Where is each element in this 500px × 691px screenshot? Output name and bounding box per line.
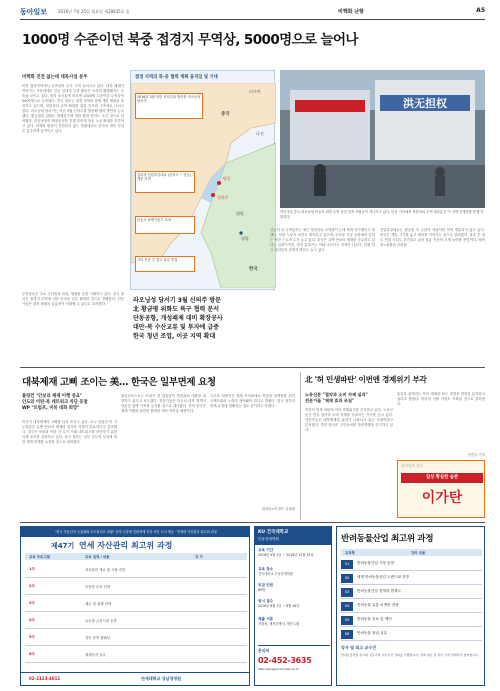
ad-yonsei-edition: 제47기 <box>51 542 75 550</box>
map-callout-1 <box>135 93 203 119</box>
map-label-china: 중국 <box>221 112 230 117</box>
map-label-wiwon: 위원 <box>236 211 244 216</box>
ad-yonsei-phone[interactable]: 02-2123-4011 <box>29 676 61 681</box>
mid-left-body-1: 미국이 대북제재의 고삐를 더욱 조이고 있다. 토니 블링컨 미 국무장관은 유엔 안보리 제재의 철저한 이행이 중요하다고 강조했다. 미국은 북한과 이란 간 무기 거래 네트워크를 차단하기 위한 국제 공조를 강화하고 있다. 한국 정부는 일부 인도적 사업에 대한 제재 면제를 요청한 것으로 알려졌다. <box>22 420 117 444</box>
ad-pet-row-num: 03 <box>341 588 353 597</box>
table-cell: 상속 증여 플래닝 <box>85 636 111 640</box>
mid-left-subhead: 블링컨 "안보리 제재 이행 중요" 인도의 이란·북 네트워크 차단 동참 WP "트럼프, 미북 대화 희망" <box>22 394 88 411</box>
ad-konkuk-section-text: 지원서, 재직증명서, 명함 1매 <box>258 622 299 626</box>
ad-pet-table-head <box>341 549 482 556</box>
mid-right-byline: 신진우 기자 <box>467 453 485 457</box>
ad-pet-row-text: 반려동물산업 시장 동향 <box>357 561 394 565</box>
map-callout-3 <box>135 216 195 234</box>
masthead-rule <box>20 19 485 20</box>
map-callout-4-text: 기타 북중 간 철도 상호 연결 <box>137 258 178 262</box>
map-graphic <box>130 70 275 290</box>
masthead <box>20 6 485 20</box>
top-body-col2 <box>22 222 124 290</box>
table-cell: 4주 <box>29 618 35 622</box>
ad-yonsei-school: 연세대학교 상남경영원 <box>141 676 182 681</box>
table-cell: 6주 <box>29 652 35 656</box>
ad-pet-row-text: 반려동물 유통 마케팅 전략 <box>357 603 399 607</box>
map-label-sinuiju: 신의주 <box>217 195 229 200</box>
map-label-pyongyang: 평양 <box>241 236 249 241</box>
ad-konkuk[interactable] <box>254 526 332 686</box>
ad-pet-row-num: 06 <box>341 630 353 639</box>
ad-konkuk-school-sub: 부동산대학원 <box>258 537 279 541</box>
ad-yonsei-table <box>25 562 247 667</box>
section-divider-1 <box>20 367 485 368</box>
pullquote: 라오닝성 당서기 3월 신의주 방문 北 황금평 위화도 특구 협력 문서 단동공항, 개성패제 대비 확장공사 대만·북 수산교류 및 투자에 급증 한국 청년 조업, 이곳 지역 확대 <box>133 297 223 340</box>
map-callout-1-text: 2016년 3월 북한 신의주를 방문한 라오닝성 당서기 <box>137 95 201 104</box>
ad-pet-row-text: 세계 반려동물산업 트렌드와 전망 <box>357 575 410 579</box>
mid-left-headline: 대북제재 고삐 조이는 美… 한국은 일부면제 요청 <box>22 377 216 388</box>
ad-pet-row-num: 05 <box>341 616 353 625</box>
table-row <box>25 647 247 663</box>
table-cell: 1주 <box>29 567 35 571</box>
ad-yonsei-footer <box>21 672 249 686</box>
top-body-col4: 단둥의 한 무역업자는 최근 북한과의 교역량이 눈에 띄게 증가했다고 말했다. 북한 노동자 파견도 계속되고 있으며, 수산물 가공 공장에서 일하는 북한 근로자 수가 늘고 있다. 중국은 유엔 안보리 제재를 준수하고 있다는 입장이지만, 현지 분위기는 이와 다르다는 지적이 나온다. 한편 한국 청년들의 접경지 방문도 늘고 있다. <box>270 228 375 252</box>
ad-pet-title: 반려동물산업 최고위 과정 <box>341 534 434 544</box>
ad-konkuk-section-3 <box>258 583 330 597</box>
ad-pet-row <box>341 614 482 627</box>
ad-yonsei-table-head <box>25 553 247 560</box>
ad-konkuk-section-1 <box>258 548 330 566</box>
news-photo <box>280 70 485 208</box>
ad-konkuk-section-5 <box>258 617 330 633</box>
map-callout-3-text: 단둥시 보세가공구 조성 <box>137 218 171 222</box>
ad-konkuk-website[interactable]: http://sangsink.konkuk.ac.kr <box>258 667 299 671</box>
ad-konkuk-section-4 <box>258 599 330 615</box>
ad-yonsei-col-1: 교육 프로그램 <box>29 555 50 559</box>
ad-pet-col-2: 강의 내용 <box>411 551 426 555</box>
table-cell: 자산관리 개요 및 시장 전망 <box>85 568 126 572</box>
section-label: 비핵화 난항 <box>338 9 364 15</box>
ad-konkuk-section-text: 2016년 9월 1일 ~ 2016년 12월 15일 <box>258 553 314 557</box>
table-row <box>25 613 247 629</box>
table-row <box>25 562 247 578</box>
ad-konkuk-inquiry-label: 문의처 <box>258 648 270 653</box>
table-row <box>25 596 247 612</box>
ad-konkuk-section-title: 모집 인원 <box>258 583 274 587</box>
inner-ad-tagline <box>401 473 483 483</box>
ad-konkuk-section-title: 제출 서류 <box>258 617 274 621</box>
table-row <box>25 630 247 646</box>
ad-konkuk-school: KU 건국대학교 <box>258 530 289 535</box>
newspaper-logo: 동아일보 <box>20 7 48 16</box>
ad-pet-row-num: 04 <box>341 602 353 611</box>
ad-konkuk-section-text: 건국대학교 부동산대학원 <box>258 572 293 576</box>
table-cell: 대체투자 실무 <box>85 653 106 657</box>
map-title: 접경 지역의 북-중 협력 계획 움직임 및 기대 <box>135 75 218 80</box>
mid-left-body-3: 국무부 대변인은 정례 브리핑에서 북한의 비핵화를 위한 국제사회의 노력이 계속돼야 한다고 밝혔다. 한국 정부의 면제 요청에 대해서는 검토 중이라고 말했다. <box>210 394 295 408</box>
ad-pet-row-num: 02 <box>341 574 353 583</box>
map-label-russia: 러시아 <box>249 89 261 94</box>
ad-konkuk-section-text: 2016년 8월 1일 ~ 8월 26일 <box>258 604 300 608</box>
inner-ad-title: 이가탄 <box>421 490 463 506</box>
ad-pet-faculty-list: 반려동물산업 분야의 전문가와 교수진이 강의를 진행합니다. 업계 대표 및 관련 기관 관계자가 참여합니다. <box>341 653 479 657</box>
ad-pet-col-1: 교과목 <box>345 551 355 555</box>
ad-pet-row-text: 반려동물산업 정책과 법제도 <box>357 589 401 593</box>
mid-right-subhead: 노동신문 "절약과 소비 자제 실리" 전문가들 "제재 효과 조짐" <box>305 392 368 403</box>
table-cell: 글로벌 금융시장 동향 <box>85 619 117 623</box>
map-label-naseon: 나선 <box>256 131 264 136</box>
ad-konkuk-section-2 <box>258 567 330 581</box>
ad-yonsei-banner: "한국 부동산의 금융화와 포트폴리오 현황" 강의 수강생 전원에게 저자 사인 도서 제공 · 연세대 자산관리 최고위 과정 <box>21 527 250 537</box>
ad-yonsei-col-2: 교육 일정 / 내용 <box>85 555 110 559</box>
map-label-korea: 한국 <box>249 267 258 272</box>
mid-left-byline: 워싱턴=이정은 특파원 <box>261 507 295 511</box>
top-body-col3: 무역상들은 주로 수산물과 의류, 생필품 등을 거래하고 있다. 중국 당국은 접경지 무역에 대한 단속을 일부 완화한 것으로 전해졌다. 전문가들은 대북 제재의 실효성이 약화될 수 있다고 우려했다. <box>22 292 124 306</box>
table-cell: 3주 <box>29 601 35 605</box>
ad-konkuk-section-title: 원서 접수 <box>258 599 274 603</box>
photo-caption: 지난 5일 중국 랴오닝성 단둥의 대북 무역 상점 앞을 사람들이 지나가고 있다. 단둥 거리에서 북한과의 무역 대부분은 이 지역 중개상을 통해 이뤄진다. <box>280 210 484 219</box>
ad-konkuk-header <box>255 527 332 545</box>
top-body-col5: 신압록강대교는 완공된 지 수년이 지났지만 아직 개통되지 않고 있다. 양국은 개통 시기를 놓고 협의를 이어가는 것으로 알려졌다. 북중 간 철도 연결 사업도 추진되고 있어 물류 이동이 크게 늘어날 전망이다. 베이징=윤완준 특파원 <box>380 228 485 247</box>
mid-left-body-2: 워싱턴포스트는 트럼프 전 대통령이 북한과의 대화를 희망하고 있다고 보도했다. 전문가들은 미국의 대북 정책이 당분간 압박 기조를 유지할 것으로 내다봤다. 한미 양국은 제재 이행과 관련한 협의를 계속 이어갈 예정이다. <box>121 394 206 413</box>
column-divider <box>300 372 301 520</box>
section-divider-2 <box>20 522 485 523</box>
map-callout-4 <box>135 256 195 272</box>
mid-right-body-2: 통일부 관계자는 북한 매체의 보도 경향을 면밀히 분석하고 있다고 밝혔다. 북한의 식량 사정도 악화된 것으로 알려졌다. <box>397 392 485 406</box>
ad-yonsei-col-3: 강 사 <box>195 555 203 559</box>
ad-pet-row <box>341 600 482 613</box>
map-callout-2 <box>135 171 195 193</box>
ad-pet-row-text: 반려동물 진료 및 케어 <box>357 617 392 621</box>
ad-konkuk-section-title: 교육 기간 <box>258 548 274 552</box>
map-callout-2-text: 압록강 신압록강대교 (신의주 ~ 단둥) 개통 지연 <box>137 173 192 182</box>
ad-pet-row <box>341 558 482 571</box>
top-body-col1: 북중 접경지역에서 무역상의 수가 크게 늘어나고 있다. 대북 제재가 이어지는 가운데에도 단둥 일대의 무역 활동은 오히려 활발해지는 모습을 보이고 있다. 현지 소식통에 따르면 1000명 수준이던 무역상이 5000명으로 늘어났다. 중국 정부는 접경 지역의 경제 개발 계획을 추진하고 있으며, 북한과의 교역 확대를 위한 인프라 구축에도 나서고 있다. 라오닝성 당서기는 지난 3월 신의주를 방문해 협력 방안을 논의했다. 황금평과 위화도 경제특구에 대한 협력 문서도 오간 것으로 알려졌다. 단둥공항은 확장공사를 진행 중이며 항공 노선 확대를 추진하고 있다. 비핵화 협상이 진전되지 않는 상황에서도 중국의 대북 사업은 분주하게 움직이고 있다. <box>22 84 124 133</box>
table-cell: 5주 <box>29 635 35 639</box>
dateline: 2016년 7월 25일 월요일 제28935호 종 <box>58 9 130 14</box>
ad-yonsei-title: 연세 자산관리 최고위 과정 <box>79 541 173 550</box>
table-cell: 부동산 투자 전략 <box>85 585 111 589</box>
table-cell: 2주 <box>29 584 35 588</box>
mid-right-body-1: 북한이 민생 파탄에 이어 경제위기를 부각하고 있다. 노동신문은 연일 절약과 소비 자제를 강조하는 기사를 싣고 있다. 전문가들은 대북제재의 효과가 나타나고 있는 조짐이라고 분석했다. 북한 당국은 주민들에게 자력갱생을 촉구하고 있다. <box>305 408 393 432</box>
ad-pet-row-num: 01 <box>341 560 353 569</box>
inner-ad[interactable] <box>397 460 485 518</box>
map-label-dandong: 단둥 <box>223 176 231 181</box>
top-headline: 1000명 수준이던 북중 접경지 무역상, 5000명으로 늘어나 <box>22 32 358 48</box>
top-subhead: 비핵화 진전 없는데 대북사업 분주 <box>22 75 88 80</box>
ad-pet-row <box>341 572 482 585</box>
ad-konkuk-section-text: 60명 <box>258 588 266 592</box>
ad-yonsei[interactable] <box>20 526 250 686</box>
ad-konkuk-inquiry <box>258 645 330 683</box>
mid-right-headline: 北 '허 민생파탄' 이번엔 경제위기 부각 <box>305 375 427 384</box>
ad-konkuk-phone[interactable]: 02-452-3635 <box>258 656 312 665</box>
ad-pet-faculty-title: 강사 및 최고 교수진 <box>341 645 377 650</box>
inner-ad-tagline-text: 일상 확실한 습관 <box>425 475 459 480</box>
ad-petindustry[interactable] <box>336 526 485 686</box>
ad-pet-row <box>341 628 482 641</box>
ad-pet-row <box>341 586 482 599</box>
svg-text:洪无担权: 洪无担权 <box>403 97 447 110</box>
page-number: A5 <box>476 7 485 14</box>
table-row <box>25 579 247 595</box>
photo-scene <box>280 70 485 208</box>
ad-pet-row-text: 반려동물 창업 실무 <box>357 631 388 635</box>
table-cell: 세무 및 절세 전략 <box>85 602 112 606</box>
ad-konkuk-section-title: 교육 장소 <box>258 567 274 571</box>
inner-ad-label: 동아일보 신간 <box>401 464 423 468</box>
